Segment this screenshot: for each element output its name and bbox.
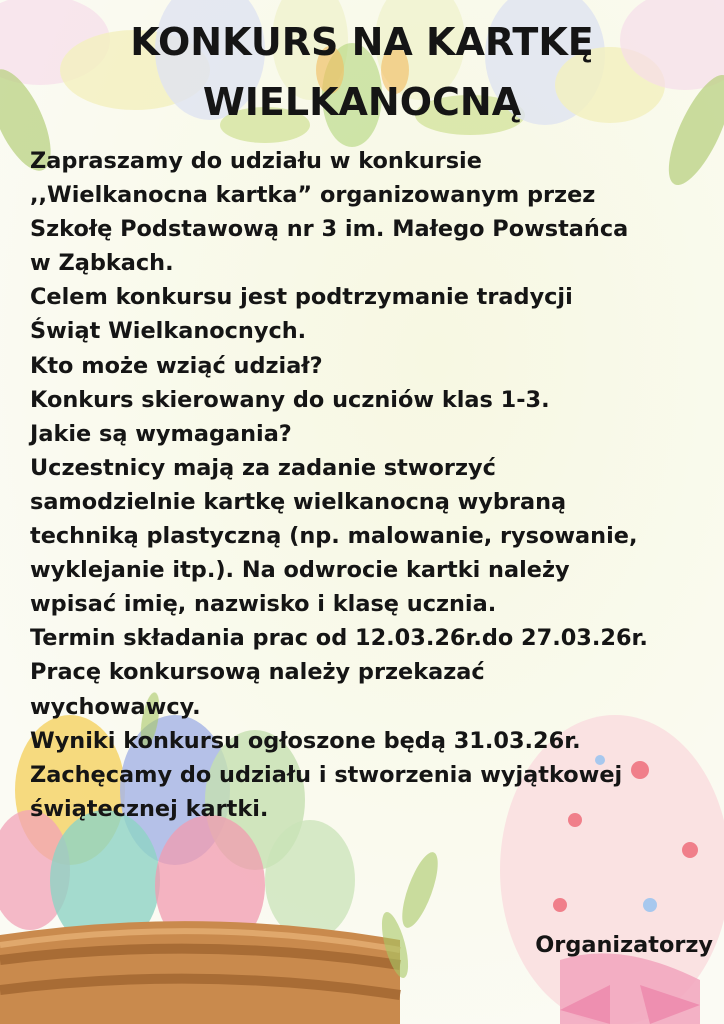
signature-organizers: Organizatorzy [535,932,713,958]
body-line: Świąt Wielkanocnych. [30,318,307,345]
body-line: wychowawcy. [30,693,201,720]
body-line: Zachęcamy do udziału i stworzenia wyjątkowej [30,761,623,788]
body-line: ,,Wielkanocna kartka” organizowanym przez [30,182,596,209]
body-line: wpisać imię, nazwisko i klasę ucznia. [30,591,497,618]
body-line: Kto może wziąć udział? [30,352,323,379]
body-line: Pracę konkursową należy przekazać [30,659,485,686]
body-line: techniką plastyczną (np. malowanie, rysowanie, [30,523,638,550]
body-line: Termin składania prac od 12.03.26r.do 27.03.26r. [30,625,648,652]
body-line: świątecznej kartki. [30,795,269,822]
body-line: Uczestnicy mają za zadanie stworzyć [30,454,496,481]
body-line: samodzielnie kartkę wielkanocną wybraną [30,488,567,515]
announcement-body [30,144,720,826]
title-line-2: WIELKANOCNĄ [202,80,522,124]
body-line: Konkurs skierowany do uczniów klas 1-3. [30,386,550,413]
body-line: Jakie są wymagania? [30,420,292,447]
body-line: Szkołę Podstawową nr 3 im. Małego Powstańca [30,216,629,243]
body-line: Celem konkursu jest podtrzymanie tradycji [30,284,573,311]
body-line: Wyniki konkursu ogłoszone będą 31.03.26r. [30,727,581,754]
body-line: Zapraszamy do udziału w konkursie [30,148,482,174]
body-line: w Ząbkach. [30,250,174,277]
title-line-1: KONKURS NA KARTKĘ [130,20,594,64]
body-line: wyklejanie itp.). Na odwrocie kartki należy [30,557,570,584]
